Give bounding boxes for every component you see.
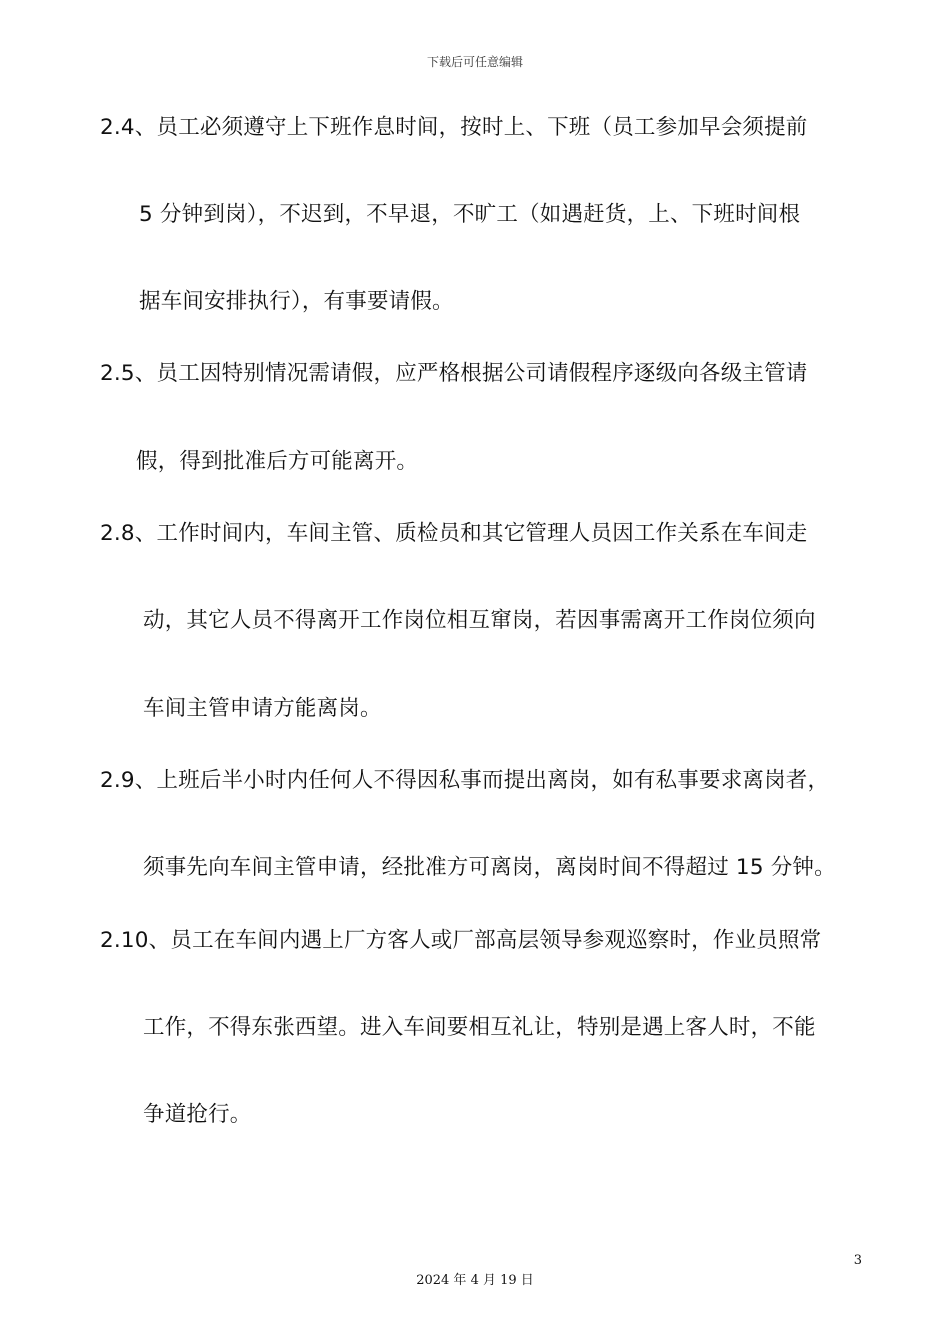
text-line: 车间主管申请方能离岗。 (143, 696, 382, 721)
text-line: 5 分钟到岗），不迟到，不早退，不旷工（如遇赶货，上、下班时间根 (139, 202, 801, 227)
text-line: 须事先向车间主管申请，经批准方可离岗，离岗时间不得超过 15 分钟。 (143, 855, 836, 880)
text-line: 据车间安排执行），有事要请假。 (139, 289, 454, 314)
text-line: 2.8、工作时间内，车间主管、质检员和其它管理人员因工作关系在车间走 (100, 521, 808, 546)
page-number: 3 (853, 1253, 862, 1268)
text-line: 2.9、上班后半小时内任何人不得因私事而提出离岗，如有私事要求离岗者， (100, 768, 830, 793)
footer-date: 2024 年 4 月 19 日 (416, 1273, 534, 1288)
text-line: 2.4、员工必须遵守上下班作息时间，按时上、下班（员工参加早会须提前 (100, 115, 808, 140)
text-line: 2.10、员工在车间内遇上厂方客人或厂部高层领导参观巡察时，作业员照常 (100, 928, 822, 953)
text-line: 争道抢行。 (143, 1102, 252, 1127)
text-line: 2.5、员工因特别情况需请假，应严格根据公司请假程序逐级向各级主管请 (100, 361, 808, 386)
page-header: 下载后可任意编辑 (426, 55, 523, 69)
text-line: 动，其它人员不得离开工作岗位相互窜岗，若因事需离开工作岗位须向 (143, 608, 816, 633)
text-line: 假，得到批准后方可能离开。 (136, 449, 419, 474)
text-line: 工作，不得东张西望。进入车间要相互礼让，特别是遇上客人时，不能 (143, 1015, 816, 1040)
